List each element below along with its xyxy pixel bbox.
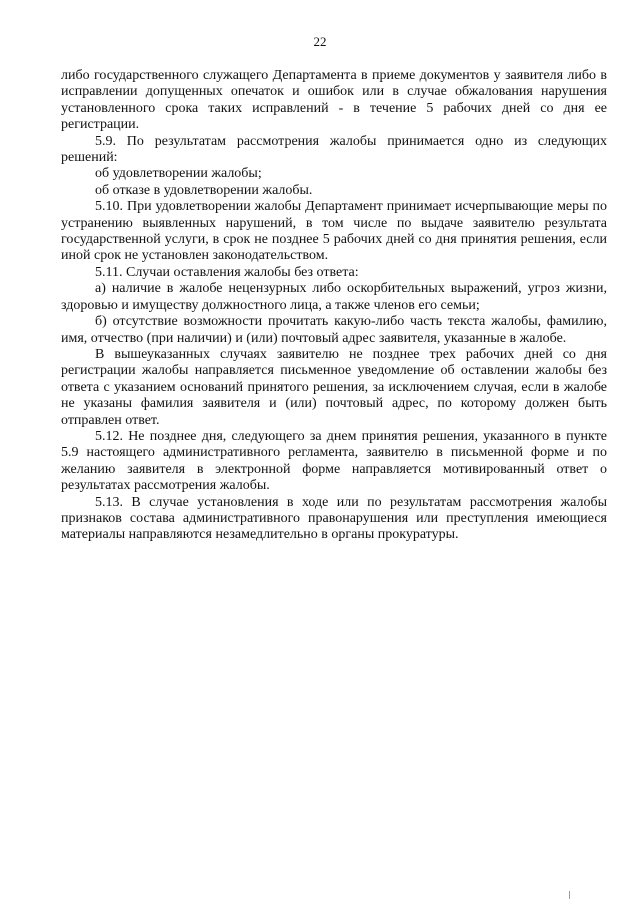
- list-item-b: б) отсутствие возможности прочитать какую-либо часть текста жалобы, фамилию, имя, отчество (при наличии) и (или) почтовый адрес заявителя, указанные в жалобе.: [61, 314, 607, 346]
- page-number: 22: [313, 34, 327, 49]
- paragraph-5-13: 5.13. В случае установления в ходе или по результатам рассмотрения жалобы признаков состава административного правонарушения или преступления имеющиеся материалы направляются незамедлительно в органы прокуратуры.: [61, 494, 607, 543]
- paragraph-5-10: 5.10. При удовлетворении жалобы Департамент принимает исчерпывающие меры по устранению выявленных нарушений, в том числе по выдаче заявителю результата государственной услуги, в срок не позднее 5 рабочих дней со дня принятия решения, если иной срок не установлен законодательством.: [61, 199, 607, 264]
- paragraph-continuation: либо государственного служащего Департамента в приеме документов у заявителя либо в исправлении допущенных опечаток и ошибок или в случае обжалования нарушения установленного срока таких исправлений - в течение 5 рабочих дней со дня ее регистрации.: [61, 68, 607, 133]
- paragraph-notification: В вышеуказанных случаях заявителю не позднее трех рабочих дней со дня регистрации жалобы направляется письменное уведомление об оставлении жалобы без ответа с указанием оснований принятого решения, за исключением случая, если в жалобе не указаны фамилия заявителя и (или) почтовый адрес, по которому должен быть отправлен ответ.: [61, 346, 607, 428]
- paragraph-5-9: 5.9. По результатам рассмотрения жалобы принимается одно из следующих решений:: [61, 133, 607, 166]
- paragraph-5-11: 5.11. Случаи оставления жалобы без ответа:: [95, 264, 359, 280]
- list-item-refuse: об отказе в удовлетворении жалобы.: [95, 182, 313, 198]
- scan-edge-mark: [569, 891, 570, 899]
- list-item-satisfy: об удовлетворении жалобы;: [95, 166, 262, 182]
- paragraph-5-12: 5.12. Не позднее дня, следующего за днем принятия решения, указанного в пункте 5.9 настоящего административного регламента, заявителю в письменной форме и по желанию заявителя в электронной форме направляется мотивированный ответ о результатах рассмотрения жалобы.: [61, 428, 607, 494]
- list-item-a: а) наличие в жалобе нецензурных либо оскорбительных выражений, угроз жизни, здоровью и имуществу должностного лица, а также членов его семьи;: [61, 281, 607, 313]
- document-body: [61, 68, 607, 544]
